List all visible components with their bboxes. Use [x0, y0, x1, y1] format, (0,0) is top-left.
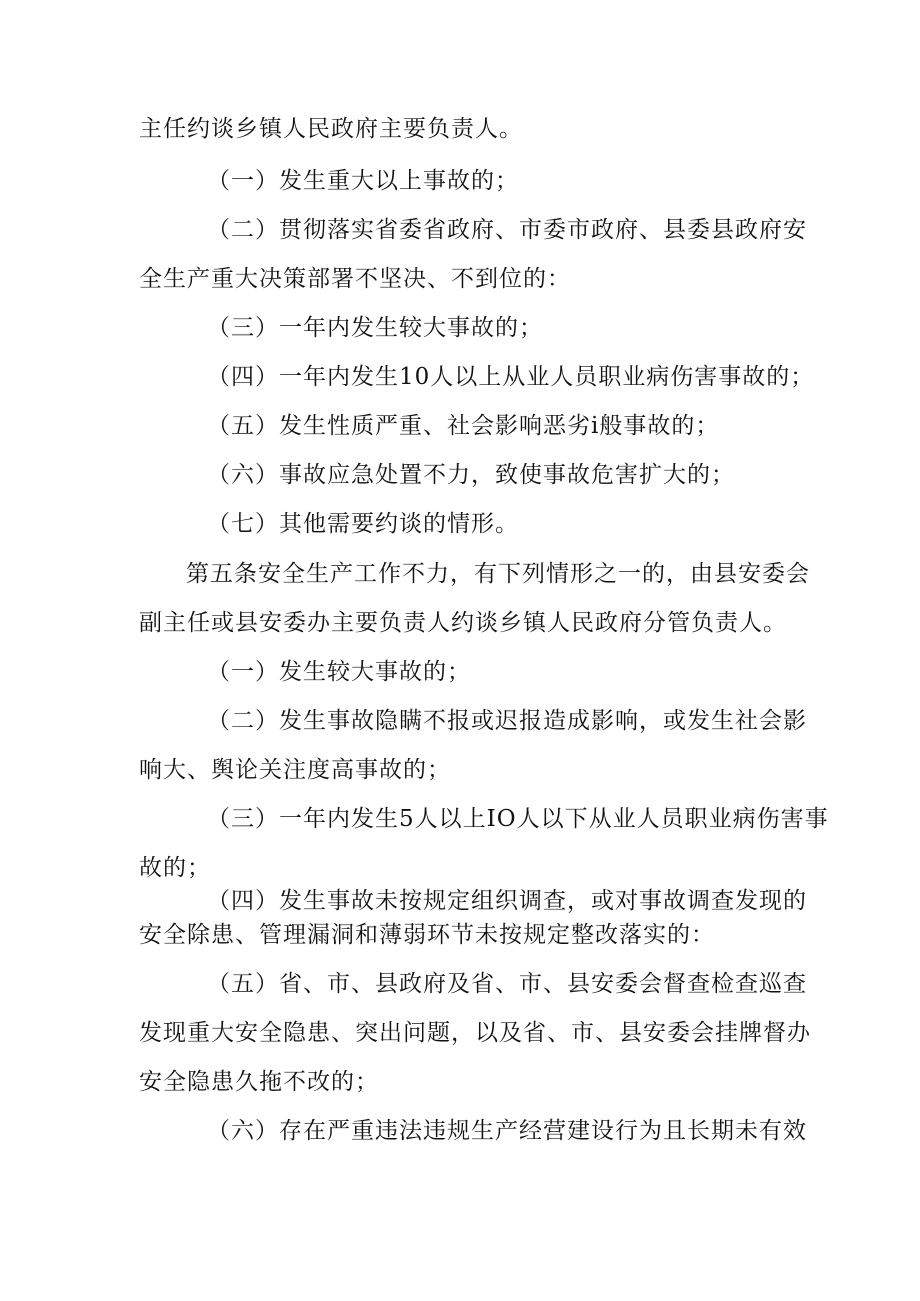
- text-line: 安全除患、管理漏洞和薄弱环节未按规定整改落实的：: [139, 922, 715, 948]
- text-line: （六）存在严重违法违规生产经营建设行为且长期未有效: [207, 1118, 807, 1144]
- text-line: （五）发生性质严重、社会影响恶劣i般事故的；: [207, 413, 720, 439]
- text-line: （四）一年内发生10人以上从业人员职业病伤害事故的；: [207, 364, 815, 390]
- text-line: 安全隐患久拖不改的；: [139, 1069, 379, 1095]
- text-line: 全生产重大决策部署不坚决、不到位的：: [139, 266, 571, 292]
- text-line: 响大、舆论关注度高事故的；: [139, 757, 451, 783]
- text-line: 第五条安全生产工作不力，有下列情形之一的，由县安委会: [186, 561, 810, 587]
- text-line: （二）发生事故隐瞒不报或迟报造成影响，或发生社会影: [207, 708, 807, 734]
- text-line: （六）事故应急处置不力，致使事故危害扩大的；: [207, 462, 735, 488]
- text-line: （三）一年内发生5人以上IO人以下从业人员职业病伤害事: [207, 806, 829, 832]
- text-line: 故的；: [139, 855, 211, 881]
- text-line: （二）贯彻落实省委省政府、市委市政府、县委县政府安: [207, 217, 807, 243]
- text-line: （一）发生较大事故的；: [207, 659, 471, 685]
- text-line: 发现重大安全隐患、突出问题，以及省、市、县安委会挂牌督办: [139, 1020, 811, 1046]
- text-line: （四）发生事故未按规定组织调查，或对事故调查发现的: [207, 888, 807, 914]
- text-line: 副主任或县安委办主要负责人约谈乡镇人民政府分管负责人。: [139, 610, 787, 636]
- text-line: （三）一年内发生较大事故的；: [207, 315, 543, 341]
- text-line: （五）省、市、县政府及省、市、县安委会督查检查巡查: [207, 971, 807, 997]
- text-line: 主任约谈乡镇人民政府主要负责人。: [139, 116, 523, 142]
- text-line: （一）发生重大以上事故的；: [207, 168, 519, 194]
- text-line: （七）其他需要约谈的情形。: [207, 511, 519, 537]
